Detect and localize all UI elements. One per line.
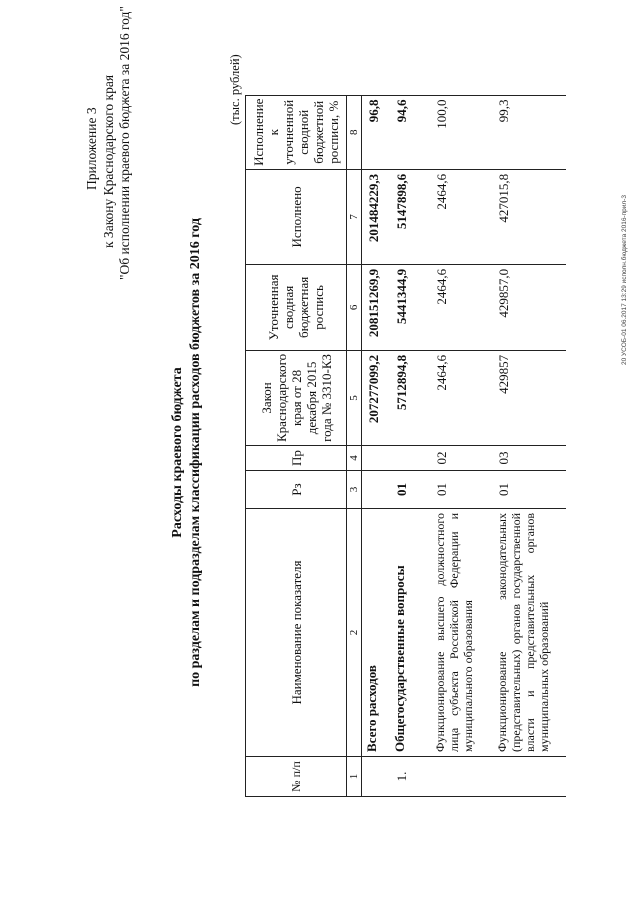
column-numbers-row: [347, 95, 362, 796]
annex-line-1: Приложение 3: [84, 107, 99, 190]
table-row: [362, 95, 390, 796]
header-percent: Исполнение к уточненной сводной бюджетной росписи, %: [246, 95, 347, 169]
row-pr: 03: [492, 446, 566, 471]
row-executed: 5147898,6: [390, 169, 430, 264]
col-number: 8: [347, 95, 362, 169]
row-name: Всего расходов: [362, 509, 390, 757]
col-number: 6: [347, 264, 362, 350]
header-name: Наименование показателя: [246, 509, 347, 757]
row-percent: 100,0: [430, 95, 492, 169]
row-law: 429857: [492, 350, 566, 445]
header-rz: Рз: [246, 471, 347, 509]
row-percent: 99,3: [492, 95, 566, 169]
row-percent: 96,8: [362, 95, 390, 169]
row-executed: 2464,6: [430, 169, 492, 264]
row-revised: 2464,6: [430, 264, 492, 350]
col-number: 1: [347, 757, 362, 797]
row-num: [430, 757, 492, 797]
row-rz: 01: [492, 471, 566, 509]
row-percent: 94,6: [390, 95, 430, 169]
col-number: 5: [347, 350, 362, 445]
row-pr: 02: [430, 446, 492, 471]
row-rz: 01: [390, 471, 430, 509]
annex-line-2: к Закону Краснодарского края: [100, 74, 116, 248]
row-name: Общегосударственные вопросы: [390, 509, 430, 757]
expenses-table: [245, 95, 566, 797]
units-label: (тыс. рублей): [228, 54, 242, 125]
row-name: Функционирование законодательных (представительных) органов государственной власти и представительных органов муниципальных образований: [492, 509, 566, 757]
table-row: [430, 95, 492, 796]
row-law: 2464,6: [430, 350, 492, 445]
col-number: 3: [347, 471, 362, 509]
row-revised: 5441344,9: [390, 264, 430, 350]
row-name: Функционирование высшего должностного лица субъекта Российской Федерации и муниципального образования: [430, 509, 492, 757]
row-revised: 429857,0: [492, 264, 566, 350]
table-header-row: [246, 95, 347, 796]
col-number: 2: [347, 509, 362, 757]
table-row: [492, 95, 566, 796]
row-num: [492, 757, 566, 797]
file-footer: 20 УСОБ-01 06.2017 13:29 исполн.бюджета 2016-прил-3: [621, 195, 628, 365]
header-law: Закон Краснодарского края от 28 декабря 2015 года № 3310-КЗ: [246, 350, 347, 445]
row-executed: 201484229,3: [362, 169, 390, 264]
row-law: 207277099,2: [362, 350, 390, 445]
table-row: [390, 95, 430, 796]
row-pr: [390, 446, 430, 471]
annex-header: [84, 6, 134, 280]
row-pr: [362, 446, 390, 471]
header-executed: Исполнено: [246, 169, 347, 264]
row-executed: 427015,8: [492, 169, 566, 264]
document-subtitle: по разделам и подразделам классификации расходов бюджетов за 2016 год: [188, 218, 203, 687]
col-number: 4: [347, 446, 362, 471]
col-number: 7: [347, 169, 362, 264]
header-revised: Уточненная сводная бюджетная роспись: [246, 264, 347, 350]
header-num: № п/п: [246, 757, 347, 797]
row-rz: 01: [430, 471, 492, 509]
row-num: [362, 757, 390, 797]
document-title: Расходы краевого бюджета: [170, 367, 185, 538]
row-law: 5712894,8: [390, 350, 430, 445]
row-rz: [362, 471, 390, 509]
row-num: 1.: [390, 757, 430, 797]
annex-line-3: "Об исполнении краевого бюджета за 2016 год": [117, 6, 132, 280]
header-pr: Пр: [246, 446, 347, 471]
row-revised: 208151269,9: [362, 264, 390, 350]
